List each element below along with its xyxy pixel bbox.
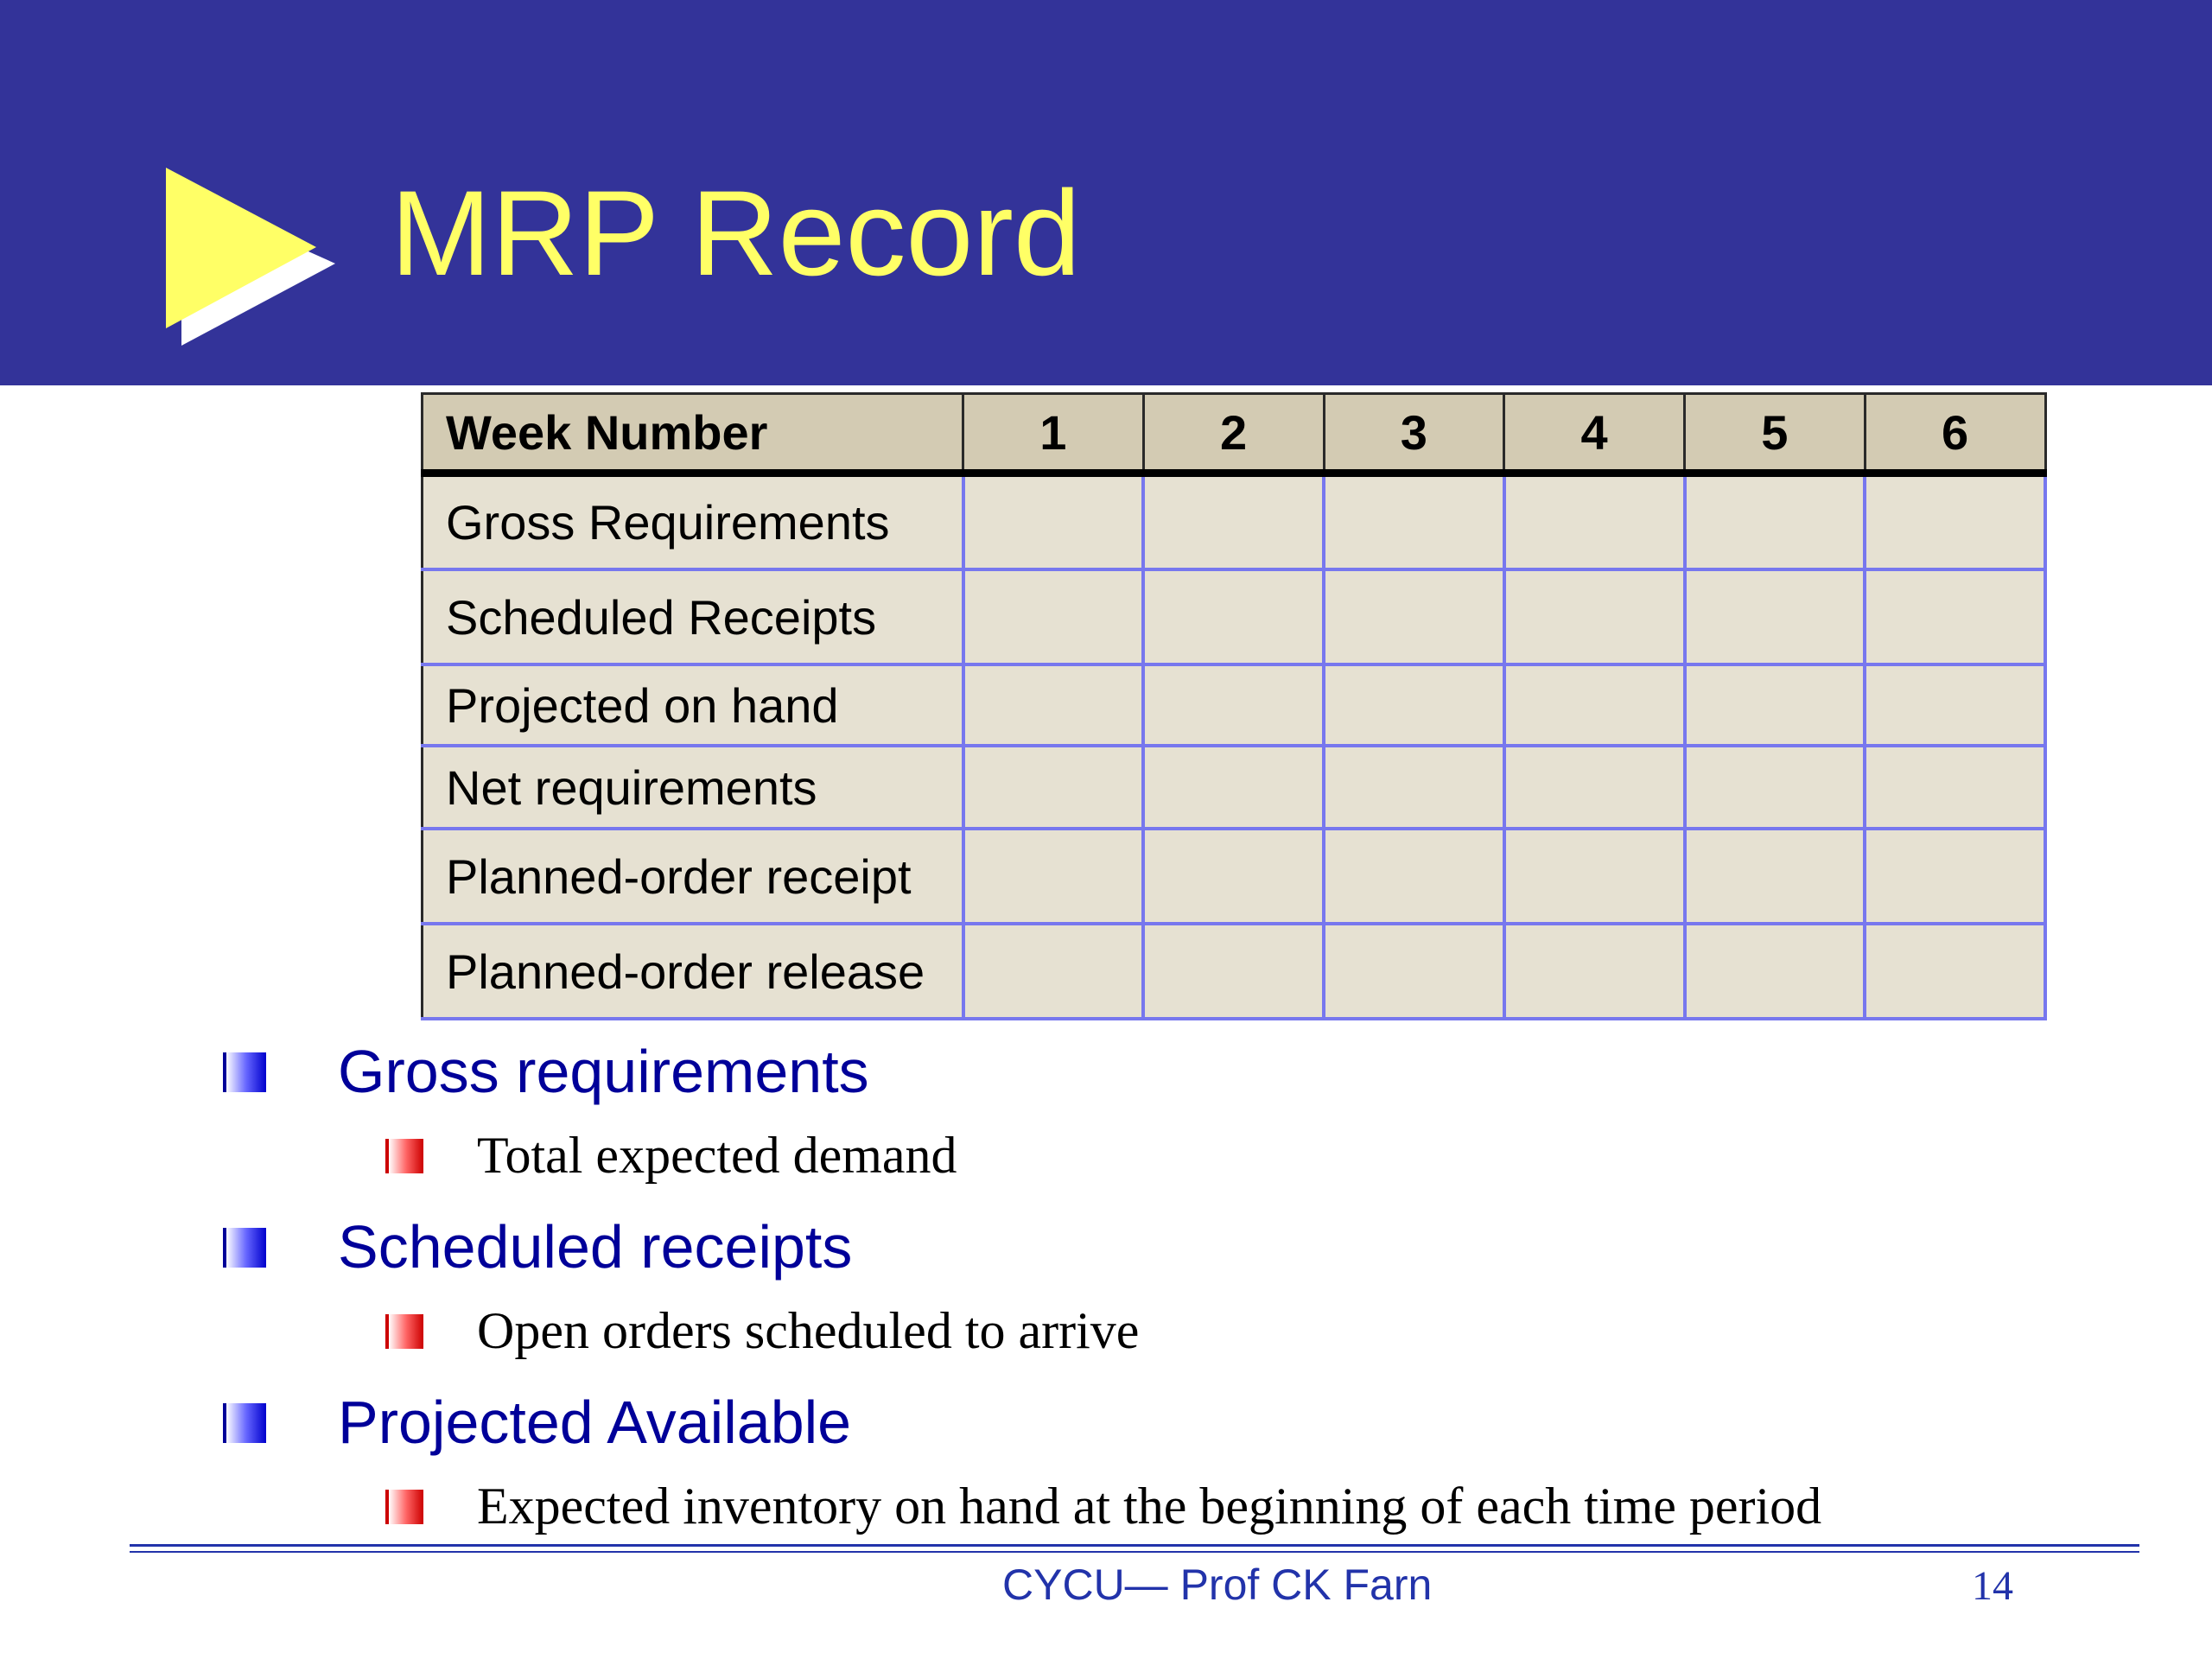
table-cell [1685, 569, 1866, 664]
table-cell [1143, 924, 1324, 1019]
bullet-heading: Gross requirements [338, 1038, 869, 1105]
row-label: Planned-order receipt [423, 829, 963, 924]
blue-bullet-icon [223, 1052, 266, 1092]
row-label: Scheduled Receipts [423, 569, 963, 664]
header-week-2: 2 [1143, 394, 1324, 474]
table-cell [1504, 924, 1685, 1019]
row-label: Net requirements [423, 746, 963, 829]
table-cell [1865, 474, 2045, 570]
table-cell [1143, 664, 1324, 746]
table-cell [1504, 474, 1685, 570]
table-cell [1504, 746, 1685, 829]
mrp-record-table [421, 392, 2047, 1020]
bullet-heading: Scheduled receipts [338, 1213, 853, 1281]
table-row [423, 664, 2046, 746]
bullet-detail: Expected inventory on hand at the beginning of each time period [477, 1478, 1822, 1535]
table-cell [1143, 829, 1324, 924]
table-row [423, 474, 2046, 570]
table-cell [963, 829, 1144, 924]
header-week-1: 1 [963, 394, 1144, 474]
table-row [423, 829, 2046, 924]
table-cell [1685, 664, 1866, 746]
table-cell [1865, 924, 2045, 1019]
table-cell [1865, 829, 2045, 924]
header-week-number: Week Number [423, 394, 963, 474]
table-cell [963, 746, 1144, 829]
blue-bullet-icon [223, 1403, 266, 1443]
footer-divider [130, 1544, 2139, 1547]
header-week-4: 4 [1504, 394, 1685, 474]
bullet-heading: Projected Available [338, 1389, 852, 1456]
table-cell [1504, 569, 1685, 664]
header-week-5: 5 [1685, 394, 1866, 474]
table-cell [1324, 569, 1504, 664]
page-number: 14 [1972, 1563, 2013, 1609]
footer-text: CYCU— Prof CK Farn [1002, 1560, 1433, 1609]
table-cell [963, 569, 1144, 664]
row-label: Projected on hand [423, 664, 963, 746]
bullet-detail: Total expected demand [477, 1127, 957, 1184]
table-cell [1685, 474, 1866, 570]
table-cell [1685, 746, 1866, 829]
table-cell [1685, 829, 1866, 924]
header-week-6: 6 [1865, 394, 2045, 474]
table-cell [1324, 746, 1504, 829]
table-cell [1504, 829, 1685, 924]
table-cell [1324, 474, 1504, 570]
table-cell [1865, 746, 2045, 829]
table-cell [1143, 474, 1324, 570]
table-cell [963, 924, 1144, 1019]
table-cell [963, 664, 1144, 746]
footer-divider [130, 1551, 2139, 1553]
table-cell [1324, 829, 1504, 924]
table-cell [963, 474, 1144, 570]
red-bullet-icon [385, 1490, 423, 1524]
table-cell [1143, 746, 1324, 829]
row-label: Planned-order release [423, 924, 963, 1019]
red-bullet-icon [385, 1314, 423, 1349]
table-row [423, 569, 2046, 664]
slide-title: MRP Record [391, 165, 1081, 301]
table-cell [1324, 664, 1504, 746]
title-bar [0, 0, 2212, 385]
table-cell [1504, 664, 1685, 746]
red-bullet-icon [385, 1139, 423, 1173]
table-cell [1865, 569, 2045, 664]
header-week-3: 3 [1324, 394, 1504, 474]
table-cell [1324, 924, 1504, 1019]
blue-bullet-icon [223, 1228, 266, 1268]
play-arrow-icon [162, 164, 335, 354]
table-row [423, 746, 2046, 829]
table-cell [1865, 664, 2045, 746]
table-cell [1685, 924, 1866, 1019]
table-header-row [423, 394, 2046, 474]
row-label: Gross Requirements [423, 474, 963, 570]
table-cell [1143, 569, 1324, 664]
bullet-detail: Open orders scheduled to arrive [477, 1302, 1140, 1359]
table-row [423, 924, 2046, 1019]
